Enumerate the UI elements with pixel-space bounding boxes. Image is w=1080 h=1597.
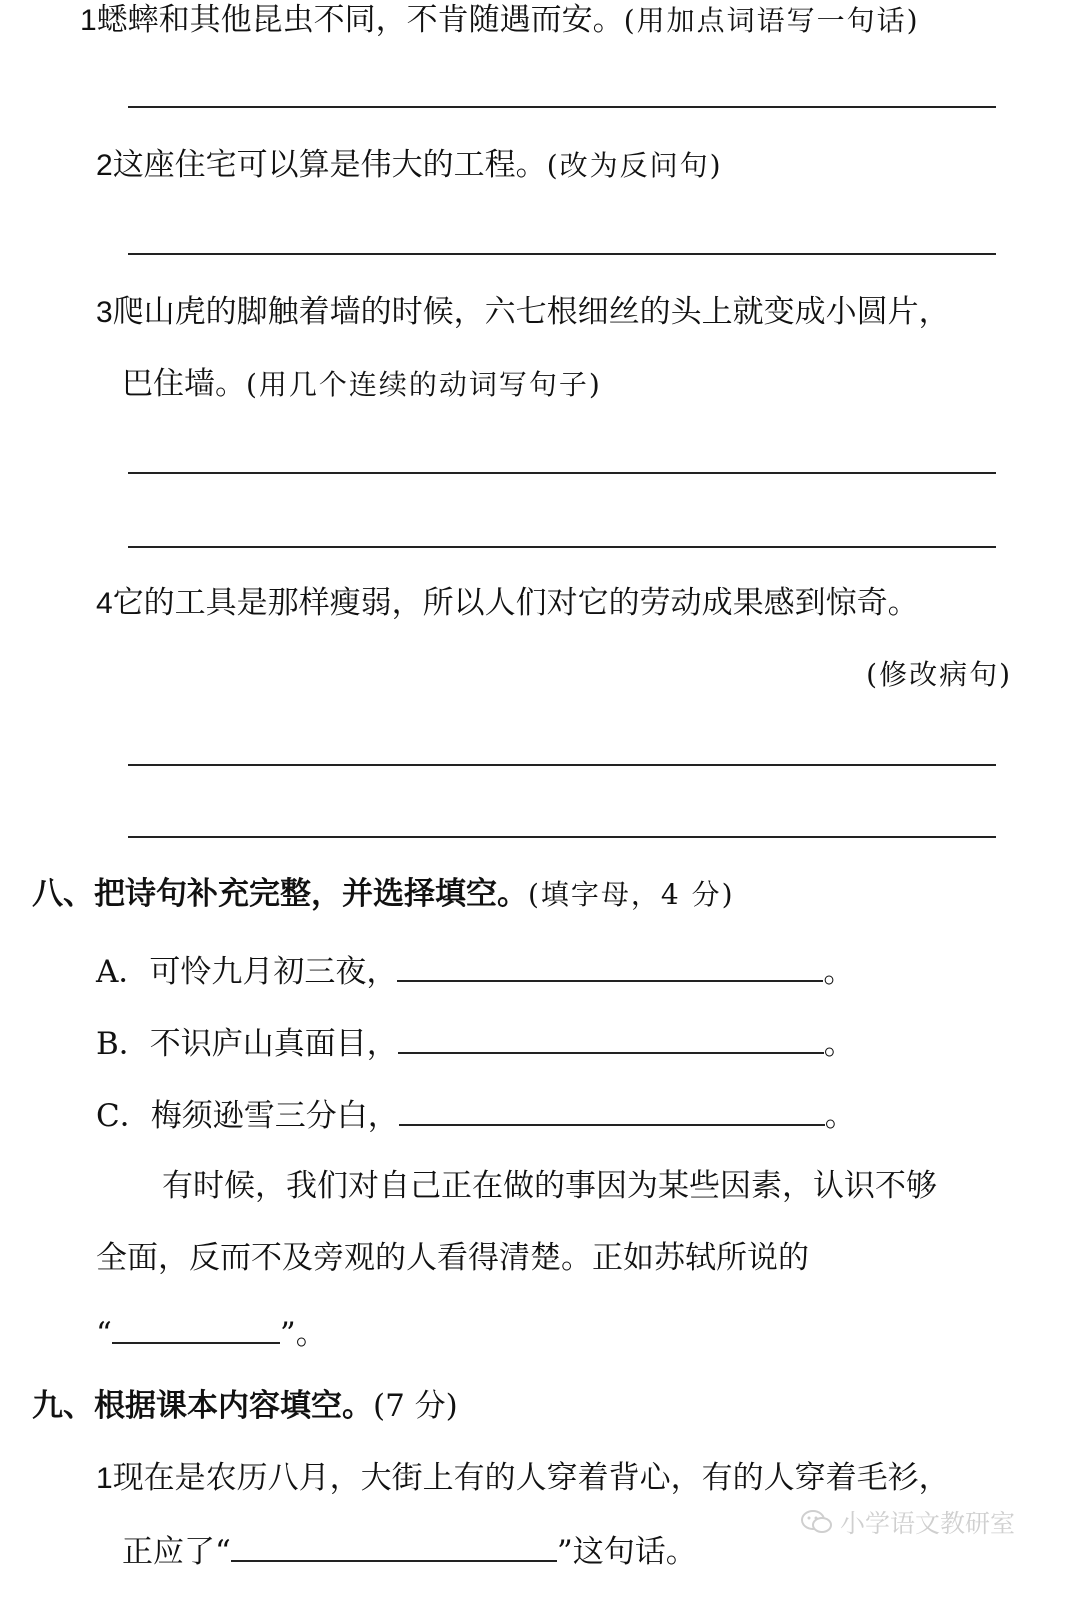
- item-text: 爬山虎的脚触着墙的时候，六七根细丝的头上就变成小圆片，: [112, 294, 950, 330]
- option-b: [96, 1022, 855, 1064]
- item-text: 现在是农历八月，大街上有的人穿着背心，有的人穿着毛衫，: [112, 1460, 950, 1496]
- item-text: 它的工具是那样瘦弱，所以人们对它的劳动成果感到惊奇。: [112, 585, 919, 621]
- q7-item-4: [96, 583, 919, 624]
- paragraph-line-2: 全面，反而不及旁观的人看得清楚。正如苏轼所说的: [96, 1240, 809, 1276]
- blank-field[interactable]: [112, 1312, 280, 1344]
- blank-field[interactable]: [398, 1022, 824, 1054]
- answer-line[interactable]: [128, 253, 996, 255]
- item-text: 这座住宅可以算是伟大的工程。: [112, 147, 547, 183]
- section-8-title: [32, 874, 735, 915]
- item-number: 3: [96, 296, 113, 329]
- section-score: (7 分): [373, 1388, 458, 1424]
- item-instruction: (改为反问句): [546, 149, 723, 182]
- item-text-pre: 正应了“: [122, 1534, 231, 1570]
- answer-line[interactable]: [128, 106, 996, 108]
- q7-item-2: [96, 145, 723, 186]
- paragraph-line-1: 有时候，我们对自己正在做的事因为某些因素，认识不够: [162, 1168, 937, 1204]
- item-number: 4: [96, 587, 113, 620]
- q9-item-1-cont: [122, 1530, 697, 1572]
- item-number: 1: [80, 4, 97, 37]
- q7-item-3-cont: [122, 364, 602, 405]
- watermark-text: 小学语文教研室: [840, 1509, 1016, 1538]
- item-instruction: (用加点词语写一句话): [623, 4, 920, 37]
- option-end: 。: [823, 954, 855, 990]
- option-end: 。: [824, 1098, 856, 1134]
- option-text: 梅须逊雪三分白，: [150, 1098, 399, 1134]
- q7-item-3: [96, 292, 950, 333]
- quote-answer: [96, 1312, 327, 1354]
- answer-line[interactable]: [128, 546, 996, 548]
- option-a: [96, 950, 854, 992]
- wechat-icon: [800, 1508, 834, 1542]
- q7-item-1: [80, 0, 920, 41]
- item-instruction: (修改病句): [866, 658, 1012, 691]
- blank-field[interactable]: [231, 1530, 557, 1562]
- item-text: 蟋蟀和其他昆虫不同，不肯随遇而安。: [96, 2, 624, 38]
- option-label: C．: [96, 1098, 151, 1134]
- q9-item-1: [96, 1458, 950, 1499]
- item-text-post: ”这句话。: [556, 1534, 697, 1570]
- section-score: (填字母，4 分): [528, 878, 735, 911]
- blank-field[interactable]: [397, 950, 823, 982]
- item-number: 1: [96, 1462, 113, 1495]
- quote-open: “: [96, 1316, 112, 1352]
- option-c: [96, 1094, 856, 1136]
- answer-line[interactable]: [128, 472, 996, 474]
- section-title: 八、把诗句补充完整，并选择填空。: [32, 876, 528, 912]
- section-9-title: [32, 1386, 458, 1426]
- watermark: [800, 1504, 1015, 1542]
- option-label: B．: [96, 1026, 150, 1062]
- option-text: 不识庐山真面目，: [149, 1026, 398, 1062]
- option-label: A．: [96, 954, 150, 990]
- item-number: 2: [96, 149, 113, 182]
- option-end: 。: [823, 1026, 855, 1062]
- option-text: 可怜九月初三夜，: [149, 954, 398, 990]
- answer-line[interactable]: [128, 836, 996, 838]
- item-instruction: (用几个连续的动词写句子): [246, 368, 602, 401]
- blank-field[interactable]: [399, 1094, 825, 1126]
- quote-close: ”。: [279, 1316, 327, 1352]
- section-title: 九、根据课本内容填空。: [32, 1388, 373, 1424]
- item-text-cont: 巴住墙。: [122, 366, 246, 402]
- answer-line[interactable]: [128, 764, 996, 766]
